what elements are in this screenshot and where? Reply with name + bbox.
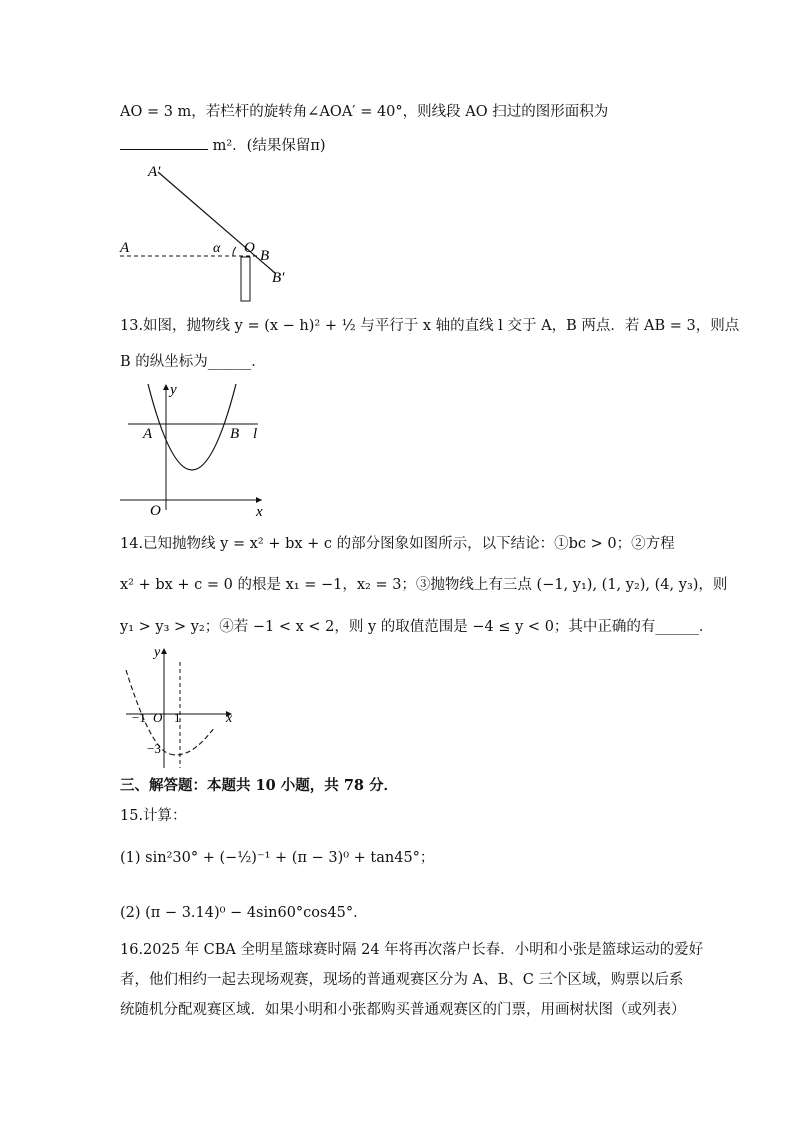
q13-line-1: 13.如图，抛物线 y = (x − h)² + ½ 与平行于 x 轴的直线 l 交于 A，B 两点．若 AB = 3，则点 bbox=[120, 318, 740, 334]
label-x: x bbox=[226, 711, 233, 726]
label-a: A bbox=[143, 426, 153, 442]
q12-rotation-figure bbox=[110, 158, 310, 308]
label-b-prime: B′ bbox=[272, 270, 285, 286]
q15-title: 15.计算： bbox=[120, 808, 187, 824]
label-b: B bbox=[230, 426, 240, 442]
q16-line-2: 者，他们相约一起去现场观赛，现场的普通观赛区分为 A、B、C 三个区域，购票以后系 bbox=[120, 972, 684, 988]
label-o: O bbox=[244, 240, 255, 256]
parabola bbox=[148, 384, 236, 470]
label-o: O bbox=[153, 710, 163, 725]
label-1: 1 bbox=[174, 710, 181, 725]
x-axis-arrow bbox=[256, 497, 262, 503]
q13-line-2: B 的纵坐标为______． bbox=[120, 354, 266, 370]
q15-part-2: (2) (π − 3.14)⁰ − 4sin60°cos45°． bbox=[120, 905, 368, 921]
q13-parabola-figure bbox=[110, 378, 280, 518]
label-alpha: α bbox=[213, 241, 221, 256]
q12-line-2-suffix: m²．(结果保留π) bbox=[212, 138, 326, 154]
answer-blank bbox=[120, 134, 208, 150]
parabola-dashed bbox=[170, 728, 214, 755]
label-a: A bbox=[120, 240, 130, 256]
q12-line-1: AO = 3 m，若栏杆的旋转角∠AOA′ = 40°，则线段 AO 扫过的图形面积为 bbox=[120, 104, 609, 120]
y-axis-arrow bbox=[163, 384, 169, 390]
label-y: y bbox=[154, 645, 161, 660]
q14-line-1: 14.已知抛物线 y = x² + bx + c 的部分图象如图所示，以下结论：①bc > 0；②方程 bbox=[120, 536, 675, 552]
section-3-heading: 三、解答题：本题共 10 小题，共 78 分． bbox=[120, 777, 399, 794]
label-neg3: −3 bbox=[147, 741, 161, 756]
q14-parabola-figure bbox=[118, 642, 248, 774]
angle-arc bbox=[233, 247, 236, 256]
q12-line-2 bbox=[120, 134, 326, 156]
q15-part-1: (1) sin²30° + (−½)⁻¹ + (π − 3)⁰ + tan45°； bbox=[120, 850, 435, 866]
label-a-prime: A′ bbox=[148, 164, 161, 180]
q14-line-2: x² + bx + c = 0 的根是 x₁ = −1，x₂ = 3；③抛物线上有三点 (−1, y₁), (1, y₂), (4, y₃)，则 bbox=[120, 577, 728, 593]
label-y: y bbox=[170, 382, 177, 398]
label-l: l bbox=[253, 426, 258, 442]
label-neg1: −1 bbox=[132, 710, 146, 725]
post bbox=[241, 257, 250, 301]
q16-line-3: 统随机分配观赛区域．如果小明和小张都购买普通观赛区的门票，用画树状图（或列表） bbox=[120, 1002, 686, 1018]
q16-line-1: 16.2025 年 CBA 全明星篮球赛时隔 24 年将再次落户长春．小明和小张是篮球运动的爱好 bbox=[120, 942, 704, 958]
rotated-bar bbox=[158, 172, 275, 273]
label-o: O bbox=[150, 503, 161, 519]
label-b: B bbox=[260, 248, 270, 264]
label-x: x bbox=[256, 504, 263, 520]
q14-line-3: y₁ > y₃ > y₂；④若 −1 < x < 2，则 y 的取值范围是 −4 ≤ y < 0；其中正确的有______． bbox=[120, 619, 714, 635]
y-axis-arrow bbox=[161, 648, 167, 654]
